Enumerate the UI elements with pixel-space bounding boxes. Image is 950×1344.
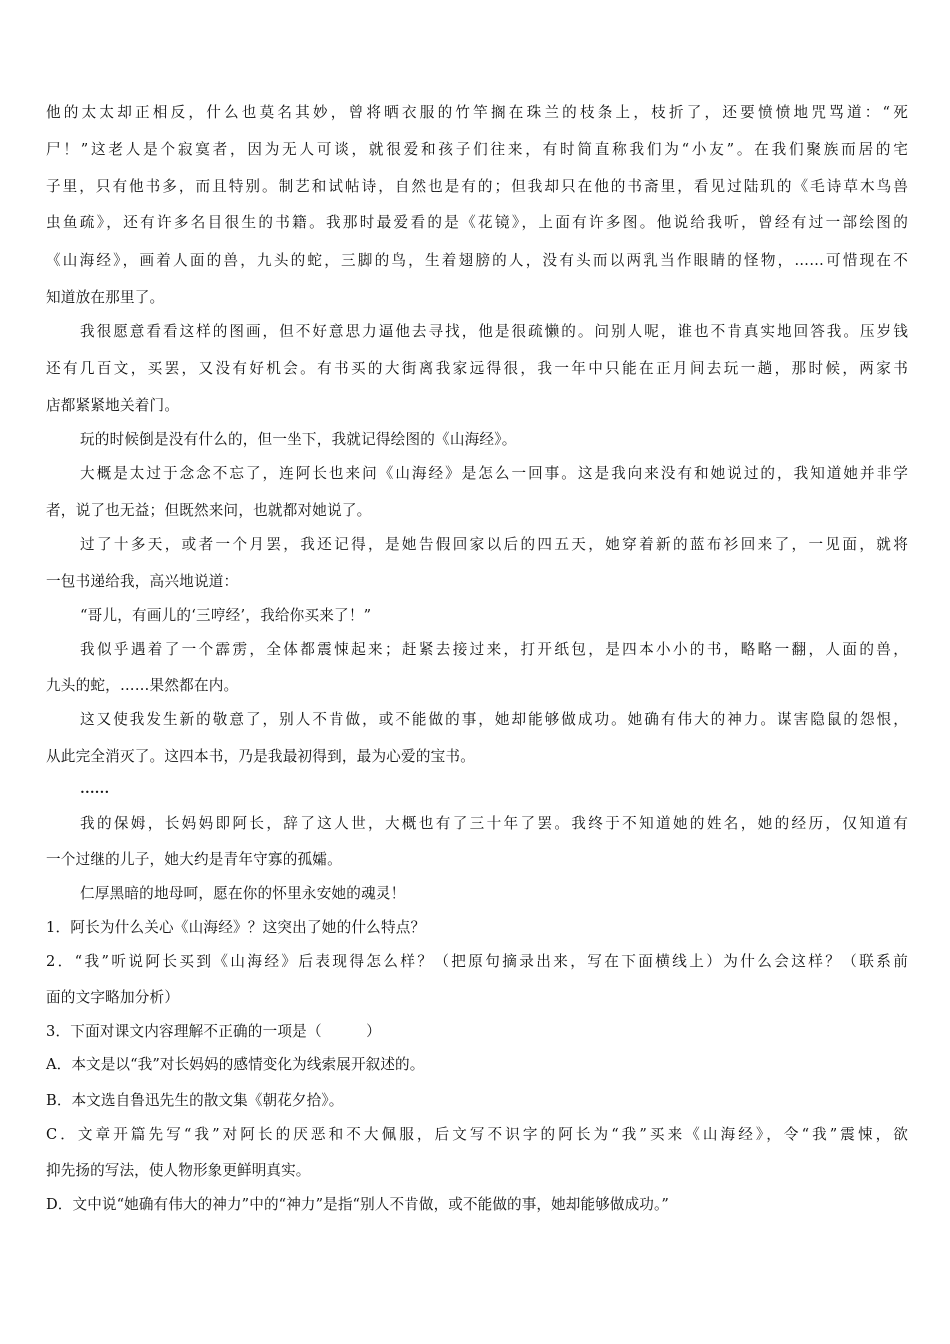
question-1: 1．阿长为什么关心《山海经》？这突出了她的什么特点？ (46, 919, 426, 936)
passage-p1-line-2: 尸！”这老人是个寂寞者，因为无人可谈，就很爱和孩子们往来，有时简直称我们为“小友”。在我们聚族而居的宅 (46, 141, 908, 158)
passage-p2-line-2: 还有几百文，买罢，又没有好机会。有书买的大街离我家远得很，我一年中只能在正月间去玩一趟，那时候，两家书 (46, 360, 908, 377)
passage-p9-line-1: 我的保姆，长妈妈即阿长，辞了这人世，大概也有了三十年了罢。我终于不知道她的姓名，她的经历，仅知道有 (80, 815, 908, 832)
passage-ellipsis: …… (80, 781, 110, 797)
passage-p2-line-3: 店都紧紧地关着门。 (46, 397, 180, 414)
passage-p5-line-2: 一包书递给我，高兴地说道： (46, 573, 239, 590)
option-c-line-1: C．文章开篇先写“我”对阿长的厌恶和不大佩服，后文写不识字的阿长为“我”买来《山海经》，令“我”震悚，欲 (46, 1126, 908, 1143)
option-b: B．本文选自鲁迅先生的散文集《朝花夕拾》。 (46, 1092, 344, 1109)
passage-p10-line-1: 仁厚黑暗的地母呵，愿在你的怀里永安她的魂灵！ (80, 885, 406, 902)
passage-p6-quote: “哥儿，有画儿的‘三哼经’，我给你买来了！” (80, 607, 372, 624)
passage-p8-line-1: 这又使我发生新的敬意了，别人不肯做，或不能做的事，她却能够做成功。她确有伟大的神力。谋害隐鼠的怨恨， (80, 711, 908, 728)
passage-p3-line-1: 玩的时候倒是没有什么的，但一坐下，我就记得绘图的《山海经》。 (80, 431, 517, 448)
passage-p1-line-5: 《山海经》，画着人面的兽，九头的蛇，三脚的鸟，生着翅膀的人，没有头而以两乳当作眼睛的怪物，……可惜现在不 (46, 252, 908, 269)
passage-p8-line-2: 从此完全消灭了。这四本书，乃是我最初得到，最为心爱的宝书。 (46, 748, 476, 765)
question-2-line-2: 面的文字略加分析） (46, 989, 180, 1006)
passage-p7-line-1: 我似乎遇着了一个霹雳，全体都震悚起来；赶紧去接过来，打开纸包，是四本小小的书，略略一翻，人面的兽， (80, 641, 908, 658)
passage-p1-line-1: 他的太太却正相反，什么也莫名其妙，曾将晒衣服的竹竿搁在珠兰的枝条上，枝折了，还要愤愤地咒骂道：“死 (46, 104, 908, 121)
question-3: 3．下面对课文内容理解不正确的一项是（ ） (46, 1023, 381, 1040)
passage-p1-line-4: 虫鱼疏》，还有许多名目很生的书籍。我那时最爱看的是《花镜》，上面有许多图。他说给我听，曾经有过一部绘图的 (46, 214, 908, 231)
passage-p4-line-1: 大概是太过于念念不忘了，连阿长也来问《山海经》是怎么一回事。这是我向来没有和她说过的，我知道她并非学 (80, 465, 908, 482)
passage-p2-line-1: 我很愿意看看这样的图画，但不好意思力逼他去寻找，他是很疏懒的。问别人呢，谁也不肯真实地回答我。压岁钱 (80, 323, 908, 340)
option-d: D．文中说“她确有伟大的神力”中的“神力”是指“别人不肯做，或不能做的事，她却能够做成功。” (46, 1196, 669, 1213)
question-2-line-1: 2．“我”听说阿长买到《山海经》后表现得怎么样？（把原句摘录出来，写在下面横线上）为什么会这样？（联系前 (46, 953, 908, 970)
passage-p4-line-2: 者，说了也无益；但既然来问，也就都对她说了。 (46, 502, 372, 519)
option-a: A．本文是以“我”对长妈妈的感情变化为线索展开叙述的。 (46, 1056, 425, 1073)
option-c-line-2: 抑先扬的写法，使人物形象更鲜明真实。 (46, 1162, 311, 1179)
passage-p7-line-2: 九头的蛇，……果然都在内。 (46, 677, 239, 694)
passage-p5-line-1: 过了十多天，或者一个月罢，我还记得，是她告假回家以后的四五天，她穿着新的蓝布衫回来了，一见面，就将 (80, 536, 908, 553)
passage-p1-line-6: 知道放在那里了。 (46, 289, 165, 306)
passage-p9-line-2: 一个过继的儿子，她大约是青年守寡的孤孀。 (46, 851, 342, 868)
passage-p1-line-3: 子里，只有他书多，而且特别。制艺和试帖诗，自然也是有的；但我却只在他的书斋里，看见过陆玑的《毛诗草木鸟兽 (46, 178, 908, 195)
